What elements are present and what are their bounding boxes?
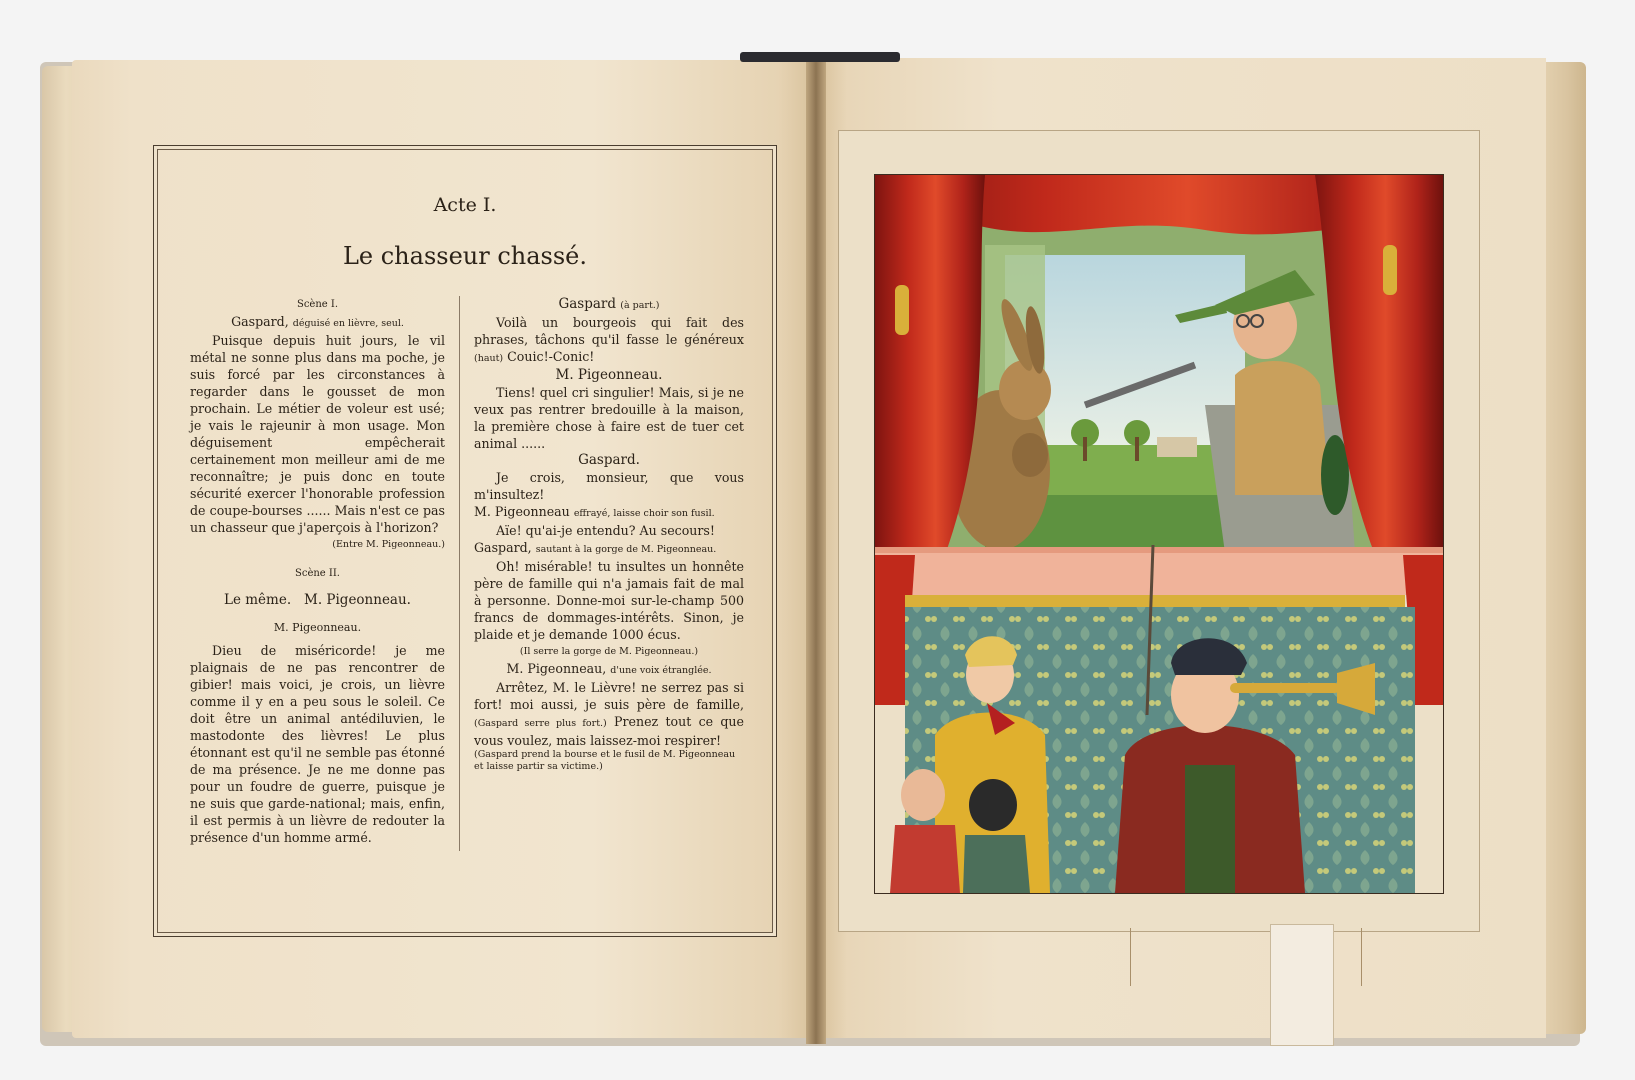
speaker-6: M. Pigeonneau,	[506, 661, 607, 676]
tree-2-trunk	[1135, 437, 1139, 461]
dialogue-1-note: (haut)	[474, 353, 504, 364]
dialogue-4: Aïe! qu'ai-je entendu? Au secours!	[496, 523, 715, 538]
distant-village	[1157, 437, 1197, 457]
stage-direction-5: (Il serre la gorge de M. Pigeonneau.)	[519, 646, 699, 657]
play-title: Le chasseur chassé.	[342, 242, 588, 270]
dialogue-5: Oh! misérable! tu insultes un honnête père de famille qui n'a jamais fait de mal à personne. Donne-moi sur-le-champ 500 francs de dommages-intérêts. Sinon, je plaide et je demande 1000 écus.	[474, 559, 744, 642]
right-page-stack	[1540, 62, 1586, 1034]
speaker-1: Gaspard	[558, 296, 616, 312]
scene-1-text: Puisque depuis huit jours, le vil métal ne sonne plus dans ma poche, je suis forcé par les circonstances à regarder dans le gousset de mon prochain. Le métier de voleur est usé; je vais le rajeunir à mon usage. Mon déguisement empêcherait certainement mon meilleur ami de me reconnaître; je puis donc en toute sécurité exercer l'honorable profession de coupe-bourses ...... Mais n'est ce pas un chasseur que j'aperçois à l'horizon?	[190, 333, 445, 535]
dialogue-6-note: (Gaspard serre plus fort.)	[474, 718, 607, 729]
column-divider	[459, 296, 460, 851]
tassel-left	[895, 285, 909, 335]
scene-1-speaker-note: déguisé en lièvre, seul.	[292, 318, 404, 329]
scene-2-cast: Le même. M. Pigeonneau.	[224, 592, 411, 608]
dialogue-3: Je crois, monsieur, que vous m'insultez!	[474, 470, 744, 502]
trumpet	[1230, 683, 1340, 693]
speaker-5-note: sautant à la gorge de M. Pigeonneau.	[535, 544, 717, 555]
spine-headband	[740, 52, 900, 62]
tassel-right	[1383, 245, 1397, 295]
speaker-1-line	[474, 296, 744, 314]
speaker-3: Gaspard.	[578, 452, 640, 468]
book-gutter	[806, 54, 826, 1044]
dialogue-6-a: Arrêtez, M. le Lièvre! ne serrez pas si fort! moi aussi, je suis père de famille,	[474, 680, 744, 712]
dialogue-6	[474, 679, 744, 749]
scene-1-stage-direction: (Entre M. Pigeonneau.)	[332, 539, 445, 550]
scene-2-label: Scène II.	[295, 568, 340, 579]
speaker-4: M. Pigeonneau	[474, 504, 570, 519]
scene-1-label: Scène I.	[296, 299, 339, 310]
tree-1-trunk	[1083, 437, 1087, 461]
dialogue-1	[474, 314, 744, 367]
act-title: Acte I.	[433, 194, 497, 216]
illustration-svg	[875, 175, 1443, 893]
dialogue-6-b: Prenez tout ce que vous voulez, mais laissez-moi respirer!	[474, 714, 744, 748]
speaker-5-line	[474, 539, 744, 558]
scene-2-speaker: M. Pigeonneau.	[273, 621, 362, 634]
speaker-6-line	[474, 660, 744, 679]
speaker-4-note: effrayé, laisse choir son fusil.	[573, 508, 715, 519]
dialogue-2: Tiens! quel cri singulier! Mais, si je ne veux pas rentrer bredouille à la maison, la première chose à faire est de tuer cet animal ......	[474, 385, 744, 451]
stage-direction-6: (Gaspard prend la bourse et le fusil de M. Pigeonneau et laisse partir sa victime.)	[474, 749, 736, 772]
stage-front	[875, 547, 1443, 595]
puppet-theatre-illustration	[874, 174, 1444, 894]
text-frame	[153, 145, 777, 937]
left-column	[190, 296, 445, 846]
pull-tab[interactable]	[1270, 924, 1334, 1046]
speaker-5: Gaspard,	[474, 540, 532, 555]
stage-fringe	[905, 595, 1405, 607]
speaker-6-note: d'une voix étranglée.	[610, 665, 712, 676]
right-column	[474, 296, 744, 773]
speaker-4-line	[474, 503, 744, 522]
stage-front-edge	[875, 547, 1443, 553]
scene-1-speaker-line	[190, 313, 445, 332]
speaker-2: M. Pigeonneau.	[555, 367, 663, 383]
speaker-1-note: (à part.)	[620, 300, 660, 311]
dialogue-1-a: Voilà un bourgeois qui fait des phrases, tâchons qu'il fasse le généreux	[474, 315, 744, 347]
scene-1-speaker: Gaspard,	[231, 314, 289, 329]
scene-2-text: Dieu de miséricorde! je me plaignais de ne pas rencontrer de gibier! mais voici, je crois, un lièvre comme il y en a peu sous le soleil. Ce doit être un animal antédiluvien, le mastodonte des lièvres! Le plus étonnant est qu'il ne semble pas étonné de ma présence. Je ne me donne pas pour un foudre de guerre, puisque je ne suis que garde-national; mais, enfin, il est permis à un lièvre de redouter la présence d'un homme armé.	[190, 643, 445, 845]
dialogue-1-b: Couic!-Conic!	[507, 349, 595, 364]
